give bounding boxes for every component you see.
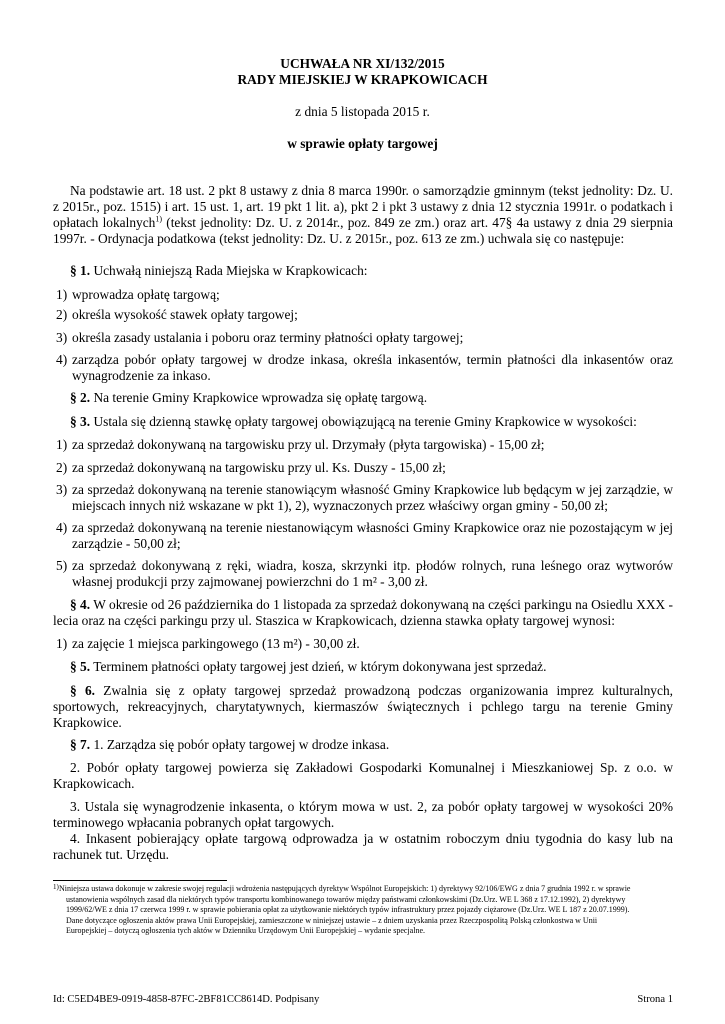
page-number: Strona 1 bbox=[637, 994, 673, 1005]
list-item bbox=[53, 330, 673, 346]
item-number: 1) bbox=[56, 287, 68, 302]
item-number: 5) bbox=[56, 558, 68, 573]
section-2 bbox=[53, 390, 673, 406]
section-4 bbox=[53, 597, 673, 629]
preamble-part2: (tekst jednolity: Dz. U. z 2014r., poz. 849 ze zm.) oraz art. 47§ 4a ustawy z dnia 29 sierpnia 1997r. - Ordynacja podatkowa (tekst jednolity: Dz. U. z 2015r., poz. 613 ze zm.) uchwala się co następuje: bbox=[53, 215, 673, 246]
list-item bbox=[53, 307, 673, 323]
item-number: 3) bbox=[56, 330, 68, 345]
footnote-divider bbox=[53, 880, 227, 881]
section-7-paragraph-3: 3. Ustala się wynagrodzenie inkasenta, o którym mowa w ust. 2, za pobór opłaty targowej w wysokości 20% terminowego wpłacania pobranych opłat targowych. bbox=[53, 799, 673, 830]
list-item bbox=[53, 352, 673, 384]
list-item bbox=[53, 437, 673, 453]
section-number: § 4. bbox=[70, 597, 91, 612]
section-6 bbox=[53, 683, 673, 731]
item-text: za sprzedaż dokonywaną na terenie stanowiącym własność Gminy Krapkowice lub będącym w jej zarządzie, w miejscach innych niż wskazane w pkt 1), 2), wyznaczonych przez właściwy organ gminy - 50,00 zł; bbox=[72, 482, 673, 513]
footnote bbox=[53, 884, 673, 937]
item-number: 1) bbox=[56, 437, 68, 452]
section-3 bbox=[53, 414, 673, 430]
list-item bbox=[53, 482, 673, 514]
item-text: określa zasady ustalania i poboru oraz terminy płatności opłaty targowej; bbox=[72, 330, 464, 345]
item-text: wprowadza opłatę targową; bbox=[72, 287, 220, 302]
section-number: § 3. bbox=[70, 414, 91, 429]
item-text: za sprzedaż dokonywaną na terenie niestanowiącym własności Gminy Krapkowice oraz nie pozostającym w jej zarządzie - 50,00 zł; bbox=[72, 520, 673, 551]
section-7-paragraph-4: 4. Inkasent pobierający opłate targową odprowadza ja w ostatnim roboczym dniu tygodnia do kasy lub na rachunek tut. Urzędu. bbox=[53, 831, 673, 862]
section-text: 1. Zarządza się pobór opłaty targowej w drodze inkasa. bbox=[90, 737, 390, 752]
footnote-line: 1999/62/WE z dnia 17 czerwca 1999 r. w sprawie pobierania opłat za użytkowanie niektórych typów infrastruktury przez pojazdy ciężarowe (Dz.Urz. WE L 187 z 20.07.1999). bbox=[66, 905, 630, 915]
footnote-line: ustanowienia wspólnych zasad dla niektórych typów transportu kombinowanego towarów między państwami członkowskimi (Dz.Urz. WE L 368 z 17.12.1992), 2) dyrektywy bbox=[66, 894, 626, 904]
section-7-paragraph-2: 2. Pobór opłaty targowej powierza się Zakładowi Gospodarki Komunalnej i Mieszkaniowej Sp. z o.o. w Krapkowicach. bbox=[53, 760, 673, 791]
section-number: § 7. bbox=[70, 737, 91, 752]
footnote-line: Europejskiej – dotyczą ogłoszenia tych aktów w Dzienniku Urzędowym Unii Europejskiej – wydanie specjalne. bbox=[66, 926, 426, 936]
list-item bbox=[53, 287, 673, 303]
section-text: Na terenie Gminy Krapkowice wprowadza się opłatę targową. bbox=[90, 390, 428, 405]
list-item bbox=[53, 636, 673, 652]
item-number: 1) bbox=[56, 636, 68, 651]
preamble bbox=[53, 183, 673, 247]
section-number: § 2. bbox=[70, 390, 91, 405]
footnote-line: Dane dotyczące ogłoszenia aktów prawa Unii Europejskiej, zamieszczone w niniejszej ustawie – z dniem uzyskania przez Rzeczpospolitą Polską członkostwa w Unii bbox=[66, 915, 598, 925]
preamble-part1: Na podstawie art. 18 ust. 2 pkt 8 ustawy z dnia 8 marca 1990r. o samorządzie gminnym (tekst jednolity: Dz. U. z 2015r., poz. 1515) i art. 15 ust. 1, art. 19 pkt 1 lit. a), pkt 2 i pkt 3 ustawy z dnia 12 stycznia 1991r. o podatkach i opłatach lokalnych bbox=[53, 183, 673, 230]
list-item bbox=[53, 460, 673, 476]
item-number: 3) bbox=[56, 482, 68, 497]
section-7 bbox=[53, 737, 673, 753]
resolution-number: UCHWAŁA NR XI/132/2015 bbox=[280, 56, 445, 71]
item-number: 4) bbox=[56, 352, 68, 367]
item-text: za sprzedaż dokonywaną na targowisku przy ul. Ks. Duszy - 15,00 zł; bbox=[72, 460, 446, 475]
item-text: określa wysokość stawek opłaty targowej; bbox=[72, 307, 298, 322]
section-5 bbox=[53, 659, 673, 675]
section-text: Uchwałą niniejszą Rada Miejska w Krapkowicach: bbox=[90, 263, 368, 278]
item-number: 4) bbox=[56, 520, 68, 535]
resolution-subject: w sprawie opłaty targowej bbox=[287, 136, 438, 151]
section-number: § 1. bbox=[70, 263, 91, 278]
section-text: Terminem płatności opłaty targowej jest dzień, w którym dokonywana jest sprzedaż. bbox=[90, 659, 547, 674]
section-number: § 5. bbox=[70, 659, 91, 674]
footnote-line: Niniejsza ustawa dokonuje w zakresie swojej regulacji wdrożenia następujących dyrektyw Wspólnot Europejskich: 1) dyrektywy 92/106/EWG z dnia 7 grudnia 1992 r. w sprawie bbox=[59, 884, 631, 893]
item-text: zarządza pobór opłaty targowej w drodze inkasa, określa inkasentów, termin płatności dla inkasentów oraz wynagrodzenie za inkaso. bbox=[72, 352, 673, 383]
footnote-mark: 1) bbox=[53, 883, 59, 891]
item-number: 2) bbox=[56, 307, 68, 322]
list-item bbox=[53, 558, 673, 590]
list-item bbox=[53, 520, 673, 552]
footnote-reference: 1) bbox=[155, 214, 163, 224]
section-text: Ustala się dzienną stawkę opłaty targowej obowiązującą na terenie Gminy Krapkowice w wysokości: bbox=[90, 414, 637, 429]
section-text: W okresie od 26 października do 1 listopada za sprzedaż dokonywaną na części parkingu na Osiedlu XXX - lecia oraz na części parkingu przy ul. Staszica w Krapkowicach, dzienna stawka opłaty targowej wynosi: bbox=[53, 597, 673, 628]
resolution-date: z dnia 5 listopada 2015 r. bbox=[295, 104, 430, 119]
item-text: za sprzedaż dokonywaną z ręki, wiadra, kosza, skrzynki itp. płodów rolnych, runa leśnego oraz wytworów własnej produkcji przy zajmowanej powierzchni do 1 m² - 3,00 zł. bbox=[72, 558, 673, 589]
item-text: za sprzedaż dokonywaną na targowisku przy ul. Drzymały (płyta targowiska) - 15,00 zł; bbox=[72, 437, 545, 452]
item-number: 2) bbox=[56, 460, 68, 475]
item-text: za zajęcie 1 miejsca parkingowego (13 m²) - 30,00 zł. bbox=[72, 636, 360, 651]
section-number: § 6. bbox=[70, 683, 96, 698]
document-id: Id: C5ED4BE9-0919-4858-87FC-2BF81CC8614D. Podpisany bbox=[53, 994, 320, 1005]
council-name: RADY MIEJSKIEJ W KRAPKOWICACH bbox=[237, 72, 488, 87]
section-text: Zwalnia się z opłaty targowej sprzedaż prowadzoną podczas organizowania imprez kulturalnych, sportowych, rekreacyjnych, charytatywnych, kiermaszów świątecznych i pchlego targu na terenie Gminy Krapkowice. bbox=[53, 683, 673, 730]
section-1 bbox=[53, 263, 673, 279]
